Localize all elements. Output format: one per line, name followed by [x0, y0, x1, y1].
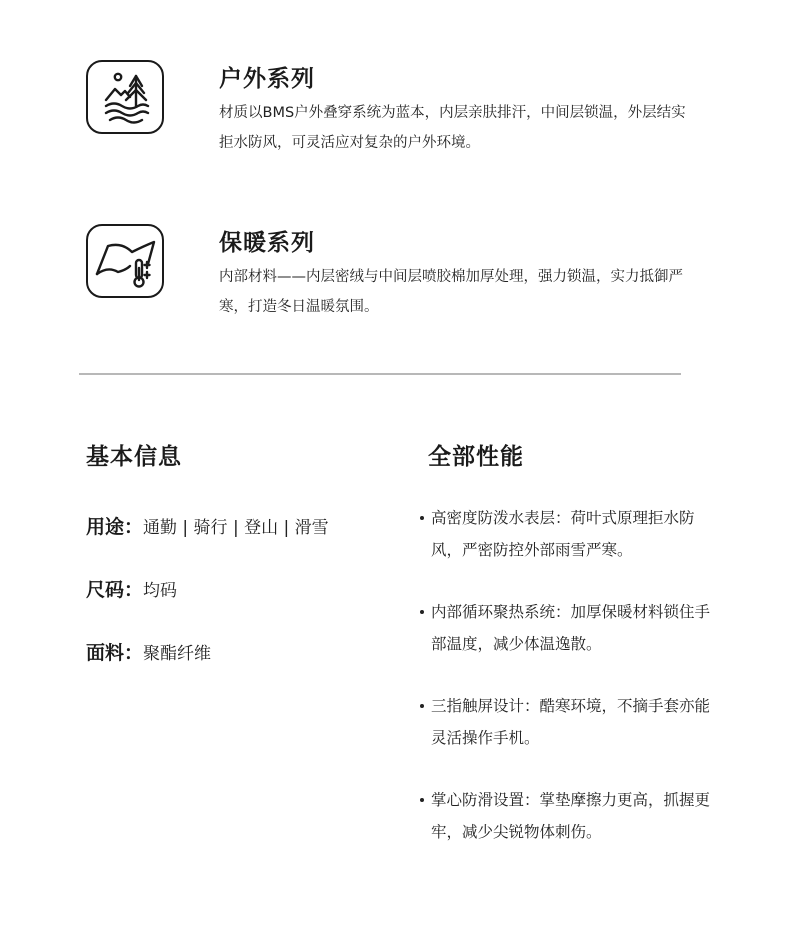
performance-list [418, 502, 718, 878]
list-item: 掌心防滑设置：掌垫摩擦力更高，抓握更牢，减少尖锐物体刺伤。 [418, 784, 718, 848]
series-description: 内部材料——内层密绒与中间层喷胶棉加厚处理，强力锁温，实力抵御严寒，打造冬日温暖氛围。 [219, 269, 683, 315]
info-row-fabric [86, 638, 211, 665]
flag-thermometer-icon [86, 224, 164, 298]
series-title: 保暖系列 [219, 230, 315, 256]
info-key: 用途： [86, 516, 144, 538]
list-item: 三指触屏设计：酷寒环境，不摘手套亦能灵活操作手机。 [418, 690, 718, 754]
info-value: 均码 [143, 581, 178, 601]
divider [79, 373, 681, 375]
list-item: 内部循环聚热系统：加厚保暖材料锁住手部温度，减少体温逸散。 [418, 596, 718, 660]
series-description: 材质以BMS户外叠穿系统为蓝本，内层亲肤排汗，中间层锁温，外层结实拒水防风，可灵活应对复杂的户外环境。 [219, 105, 686, 151]
info-row-size [86, 575, 177, 602]
basic-info-title: 基本信息 [86, 444, 182, 470]
info-value: 通勤 | 骑行 | 登山 | 滑雪 [143, 518, 329, 538]
info-row-usage [86, 512, 329, 539]
info-key: 尺码： [86, 579, 144, 601]
performance-title: 全部性能 [428, 444, 524, 470]
mountain-tree-wave-icon [86, 60, 164, 134]
info-key: 面料： [86, 642, 144, 664]
info-value: 聚酯纤维 [143, 644, 212, 664]
series-title: 户外系列 [219, 66, 315, 92]
list-item: 高密度防泼水表层：荷叶式原理拒水防风，严密防控外部雨雪严寒。 [418, 502, 718, 566]
